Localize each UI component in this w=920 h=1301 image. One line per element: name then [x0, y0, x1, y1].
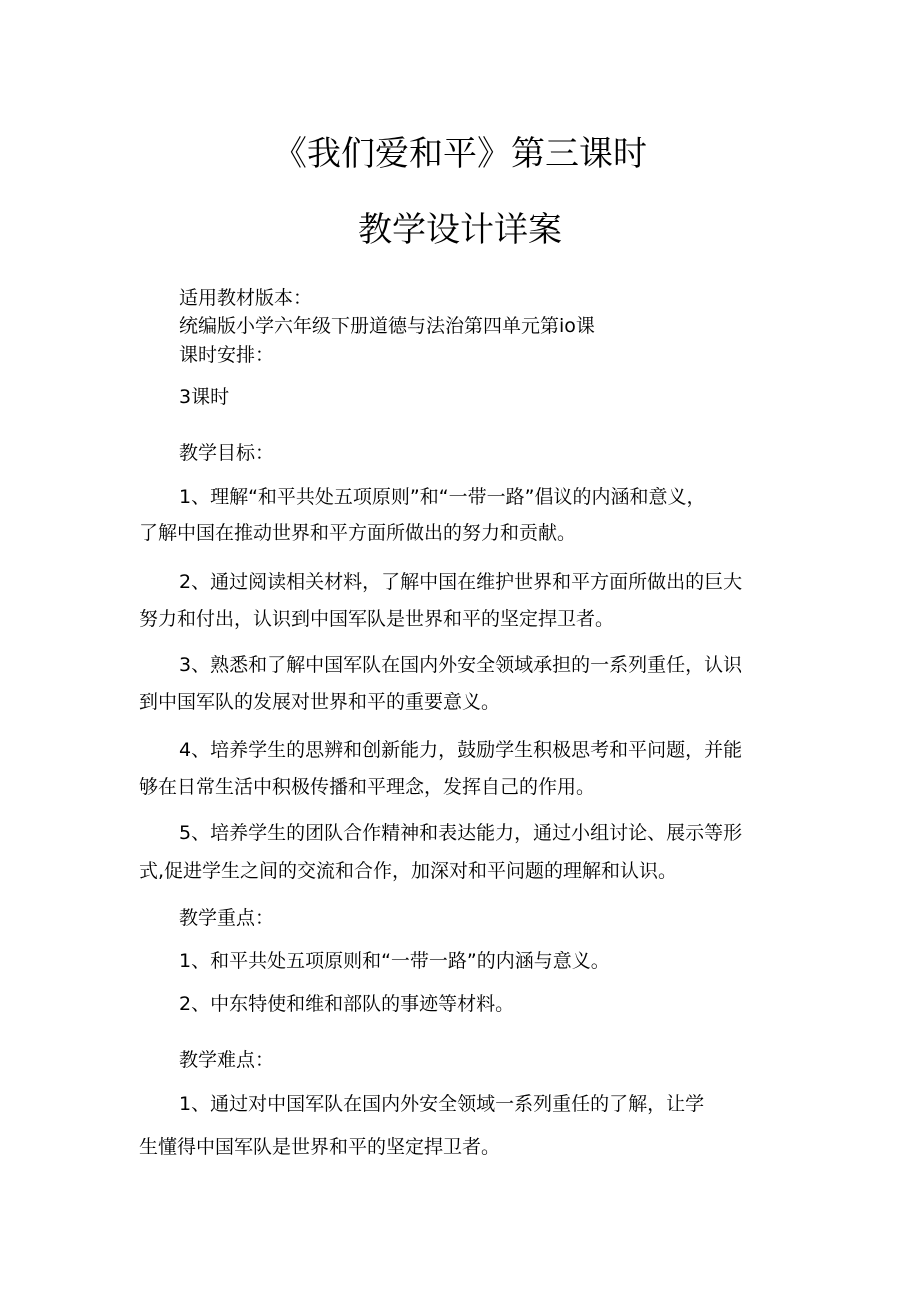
objective-item-5-line1: 5、培养学生的团队合作精神和表达能力，通过小组讨论、展示等形: [179, 822, 743, 844]
objective-item-4-line1: 4、培养学生的思辨和创新能力，鼓励学生积极思考和平问题，并能: [179, 739, 743, 761]
key-point-item-2: 2、中东特使和维和部队的事迹等材料。: [179, 993, 515, 1015]
objective-item-1-line1: 1、理解“和平共处五项原则”和“一带一路”倡议的内涵和意义，: [179, 486, 706, 508]
key-points-heading: 教学重点：: [179, 907, 275, 929]
difficulty-item-1-line1: 1、通过对中国军队在国内外安全领域一系列重任的了解，让学: [179, 1093, 705, 1115]
objective-item-5-line2: 式,促进学生之间的交流和合作，加深对和平问题的理解和认识。: [139, 860, 678, 882]
difficulties-heading: 教学难点：: [179, 1049, 275, 1071]
objective-item-1-line2: 了解中国在推动世界和平方面所做出的努力和贡献。: [139, 522, 577, 544]
key-point-item-1: 1、和平共处五项原则和“一带一路”的内涵与意义。: [179, 950, 610, 972]
objective-item-4-line2: 够在日常生活中积极传播和平理念，发挥自己的作用。: [139, 776, 596, 798]
objectives-heading: 教学目标：: [179, 442, 275, 464]
document-title-line2: 教学设计详案: [358, 210, 562, 250]
document-title-line1: 《我们爱和平》第三课时: [273, 134, 647, 174]
schedule-value: 3课时: [179, 386, 230, 408]
textbook-value: 统编版小学六年级下册道德与法治第四单元第io课: [179, 315, 595, 337]
objective-item-2-line2: 努力和付出，认识到中国军队是世界和平的坚定捍卫者。: [139, 608, 615, 630]
schedule-label: 课时安排：: [179, 344, 275, 366]
objective-item-3-line1: 3、熟悉和了解中国军队在国内外安全领域承担的一系列重任，认识: [179, 654, 743, 676]
textbook-label: 适用教材版本：: [179, 287, 313, 309]
objective-item-3-line2: 到中国军队的发展对世界和平的重要意义。: [139, 691, 501, 713]
objective-item-2-line1: 2、通过阅读相关材料，了解中国在维护世界和平方面所做出的巨大: [179, 571, 743, 593]
difficulty-item-1-line2: 生懂得中国军队是世界和平的坚定捍卫者。: [139, 1136, 501, 1158]
